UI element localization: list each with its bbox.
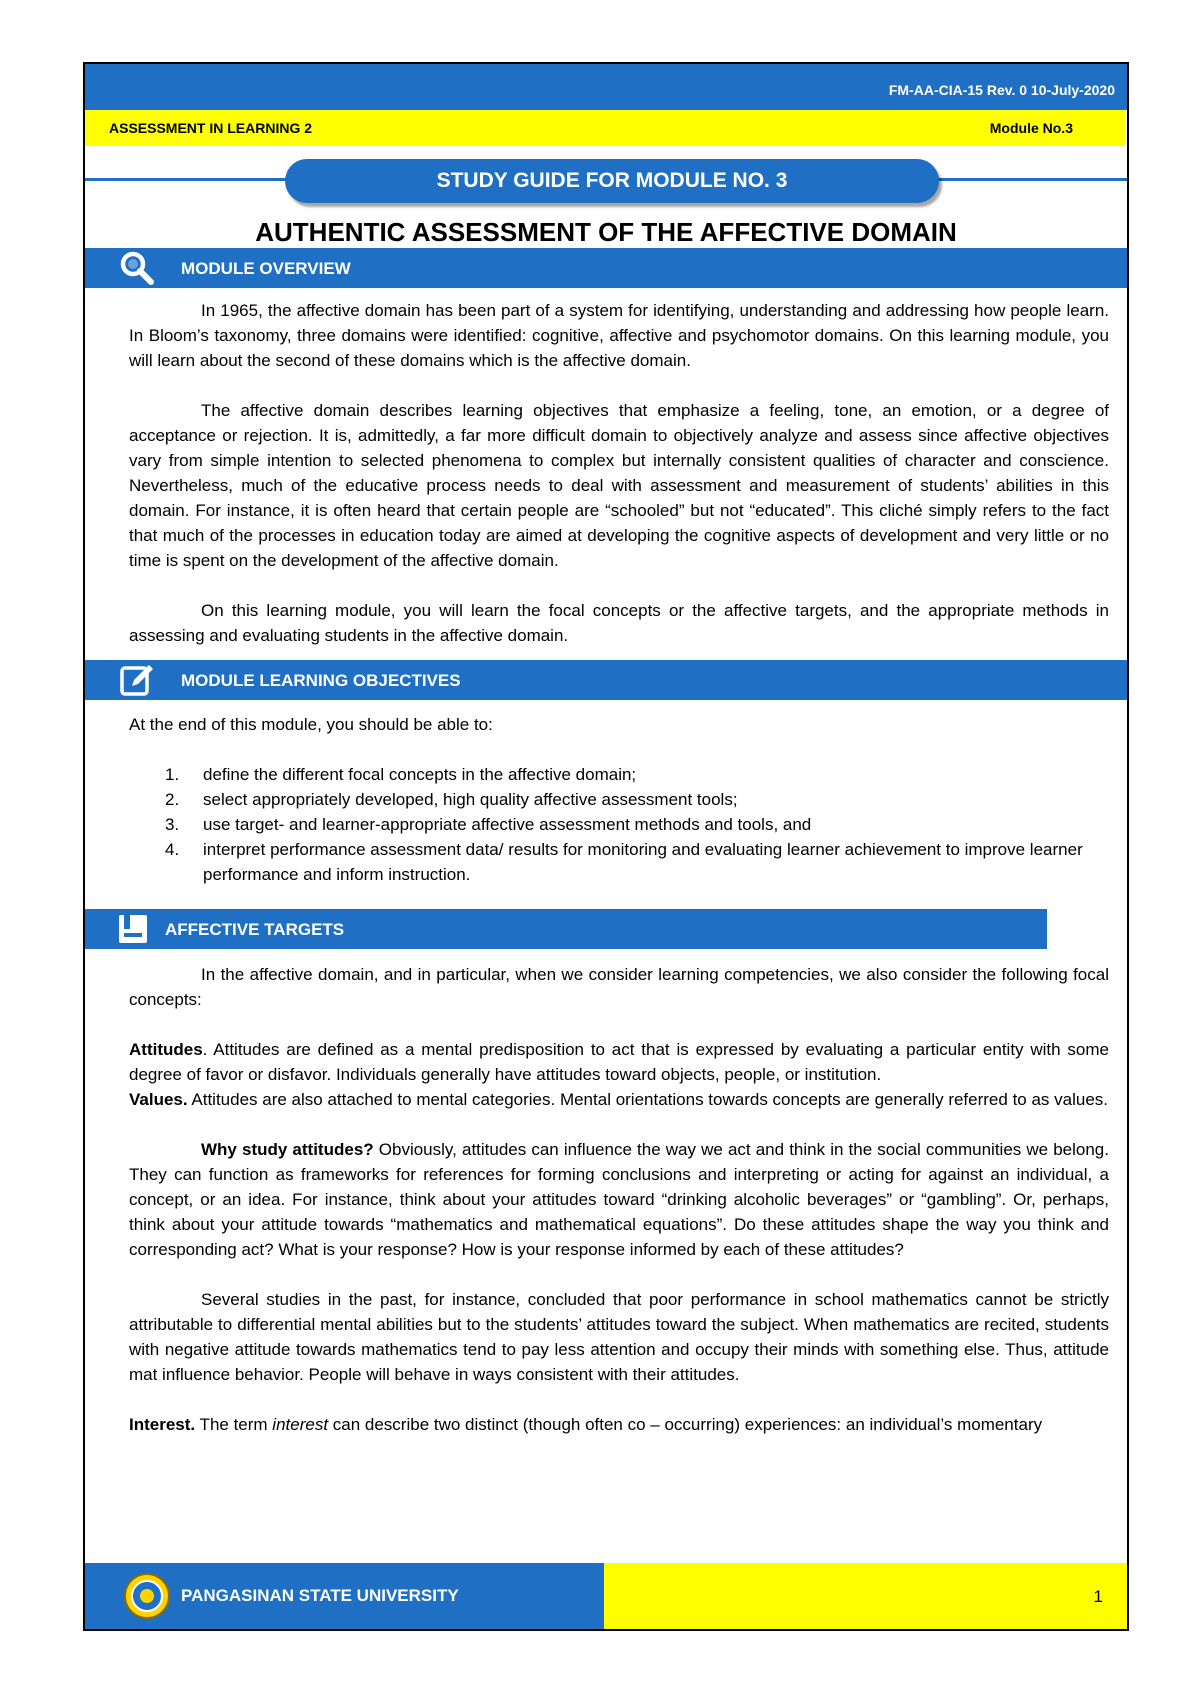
studies-paragraph: Several studies in the past, for instance, concluded that poor performance in school mathematics cannot be strictly attributable to differential mental abilities but to the students’ attitudes toward the subject. When mathematics are recited, students with negative attitude towards mathematics tend to pay less attention and occupy their minds with something else. Thus, attitude mat influence behavior. People will behave in ways consistent with their attitudes. [129, 1290, 1109, 1384]
interest-paragraph: Interest. The term interest can describe two distinct (though often co – occurring) experiences: an individual’s momentary [129, 1415, 1043, 1434]
objectives-list [129, 762, 1109, 887]
values-term: Values. [129, 1090, 188, 1109]
study-guide-page [83, 62, 1129, 1631]
attitudes-term: Attitudes [129, 1040, 203, 1059]
section-affective-targets [85, 909, 1047, 949]
bookmark-list-icon [115, 911, 151, 947]
why-study-paragraph: Why study attitudes? Obviously, attitudes can influence the way we act and think in the social communities we belong. They can function as frameworks for references for forming conclusions and interpreting or acting for against an individual, a concept, or an idea. For instance, think about your attitudes toward “drinking alcoholic beverages” or “gambling”. Or, perhaps, think about your attitude towards “mathematics and mathematical equations”. Do these attitudes shape the way you think and corresponding act? What is your response? How is your response informed by each of these attitudes? [129, 1140, 1109, 1259]
university-name: PANGASINAN STATE UNIVERSITY [181, 1586, 459, 1605]
values-paragraph: Values. Attitudes are also attached to mental categories. Mental orientations towards concepts are generally referred to as values. [129, 1090, 1109, 1109]
footer-yellow-block [604, 1563, 1127, 1629]
header-rule-left [85, 178, 290, 181]
section-label: MODULE OVERVIEW [181, 259, 351, 278]
page-number: 1 [1093, 1587, 1103, 1606]
section-learning-objectives [85, 660, 1127, 700]
objective-item: 1. define the different focal concepts in the affective domain; [165, 765, 637, 784]
objective-item: 3. use target- and learner-appropriate affective assessment methods and tools, and [165, 815, 812, 834]
why-study-term: Why study attitudes? [201, 1140, 374, 1159]
page-title: AUTHENTIC ASSESSMENT OF THE AFFECTIVE DOMAIN [255, 217, 957, 247]
overview-text [129, 298, 1109, 648]
objective-item: 2. select appropriately developed, high quality affective assessment tools; [165, 790, 738, 809]
pencil-edit-icon [119, 662, 155, 698]
form-code: FM-AA-CIA-15 Rev. 0 10-July-2020 [888, 82, 1115, 98]
section-label: AFFECTIVE TARGETS [165, 920, 345, 939]
section-module-overview [85, 248, 1127, 288]
header-yellow-bar [85, 110, 1125, 146]
header-blue-bar [85, 64, 1127, 110]
interest-term: Interest. [129, 1415, 196, 1434]
overview-paragraph-1: In 1965, the affective domain has been part of a system for identifying, understanding and addressing how people learn. In Bloom’s taxonomy, three domains were identified: cognitive, affective and psychomotor domains. On this learning module, you will learn about the second of these domains which is the affective domain. [129, 301, 1109, 370]
overview-paragraph-2: The affective domain describes learning objectives that emphasize a feeling, tone, an emotion, or a degree of acceptance or rejection. It is, admittedly, a far more difficult domain to objectively analyze and assess since affective objectives vary from simple intention to selected phenomena to complex but internally consistent qualities of character and conscience. Nevertheless, much of the educative process needs to deal with assessment and measurement of students’ abilities in this domain. For instance, it is often heard that certain people are “schooled” but not “educated”. This cliché simply refers to the fact that much of the processes in education today are aimed at developing the cognitive aspects of development and very little or no time is spent on the development of the affective domain. [129, 401, 1109, 570]
university-seal-icon [123, 1572, 171, 1620]
course-title: ASSESSMENT IN LEARNING 2 [109, 120, 313, 136]
overview-paragraph-3: On this learning module, you will learn the focal concepts or the affective targets, and the appropriate methods in assessing and evaluating students in the affective domain. [129, 601, 1109, 645]
objectives-intro: At the end of this module, you should be able to: [129, 715, 493, 734]
targets-text [129, 962, 1109, 1437]
targets-intro: In the affective domain, and in particular, when we consider learning competencies, we also consider the following focal concepts: [129, 965, 1109, 1009]
study-guide-banner: STUDY GUIDE FOR MODULE NO. 3 [285, 159, 939, 203]
module-number: Module No.3 [989, 120, 1073, 136]
header-rule-right [935, 178, 1127, 181]
objective-item: 4. interpret performance assessment data/ results for monitoring and evaluating learner achievement to improve learner performance and inform instruction. [165, 840, 1083, 884]
attitudes-paragraph: Attitudes. Attitudes are defined as a mental predisposition to act that is expressed by evaluating a particular entity with some degree of favor or disfavor. Individuals generally have attitudes toward objects, people, or institution. [129, 1040, 1109, 1084]
magnifier-icon [119, 250, 155, 286]
page-footer [85, 1563, 1127, 1629]
footer-blue-block [85, 1563, 604, 1629]
objectives-text [129, 712, 1109, 887]
section-label: MODULE LEARNING OBJECTIVES [181, 671, 461, 690]
